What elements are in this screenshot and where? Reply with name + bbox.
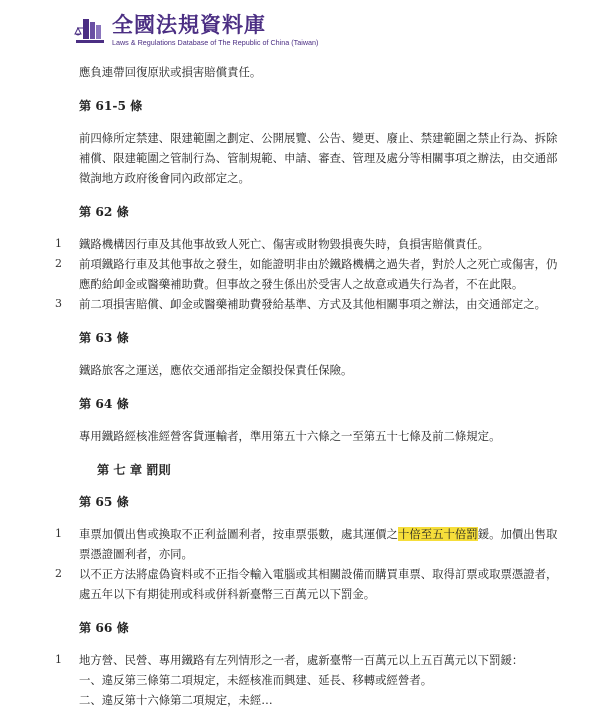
- paragraph-line: 票憑證圖利者，亦同。: [79, 547, 193, 561]
- paragraph-line: 徵詢地方政府後會同內政部定之。: [79, 171, 250, 185]
- law-scales-logo-icon: [74, 17, 108, 45]
- paragraph-number: 1: [55, 653, 62, 666]
- paragraph-number: 1: [55, 237, 62, 250]
- article-heading-61-5[interactable]: 第 61-5 條: [79, 99, 143, 113]
- paragraph-line: 二、違反第十六條第二項規定，未經…: [79, 693, 273, 707]
- paragraph-line: [0, 234, 539, 254]
- paragraph-text: 前項鐵路行車及其他事故之發生，如能證明非由於鐵路機構之過失者，對於人之死亡或傷害，仍: [79, 257, 558, 271]
- paragraph-line: 應負連帶回復原狀或損害賠償責任。: [79, 65, 262, 79]
- paragraph-line: 鐵路旅客之運送，應依交通部指定金額投保責任保險。: [79, 363, 353, 377]
- paragraph-text: 地方營、民營、專用鐵路有左列情形之一者，處新臺幣一百萬元以上五百萬元以下罰鍰：: [79, 653, 524, 667]
- paragraph-line: [0, 650, 539, 670]
- article-heading-62[interactable]: 第 62 條: [79, 205, 129, 219]
- paragraph-line: [0, 254, 558, 274]
- article-heading-64[interactable]: 第 64 條: [79, 397, 129, 411]
- paragraph-number: 3: [55, 297, 62, 310]
- paragraph-line: 應酌給卹金或醫藥補助費。但事故之發生係出於受害人之故意或過失行為者，不在此限。: [79, 277, 524, 291]
- search-highlight: 十倍至五十倍罰: [397, 527, 478, 541]
- paragraph-line: 補償、限建範圍之管制行為、管制規範、申請、審查、管理及處分等相關事項之辦法，由交通部: [79, 151, 558, 165]
- site-title[interactable]: 全國法規資料庫: [112, 13, 266, 38]
- paragraph-line: 前四條所定禁建、限建範圍之劃定、公開展覽、公告、變更、廢止、禁建範圍之禁止行為、拆除: [79, 131, 558, 145]
- paragraph-line: [0, 524, 558, 544]
- paragraph-number: 2: [55, 567, 62, 580]
- paragraph-number: 2: [55, 257, 62, 270]
- paragraph-line: 一、違反第三條第二項規定，未經核准而興建、延長、移轉或經營者。: [79, 673, 433, 687]
- site-header: [74, 14, 318, 48]
- paragraph-text: 鍰。加價出售取: [477, 527, 558, 541]
- article-heading-66[interactable]: 第 66 條: [79, 621, 129, 635]
- law-content: [0, 62, 600, 710]
- chapter-heading: 第 七 章 罰則: [97, 463, 171, 477]
- paragraph-line: [0, 564, 558, 584]
- paragraph-text: 車票加價出售或換取不正利益圖利者，按車票張數，處其運價之: [79, 527, 398, 541]
- paragraph-number: 1: [55, 527, 62, 540]
- paragraph-line: 專用鐵路經核准經營客貨運輸者，準用第五十六條之一至第五十七條及前二條規定。: [79, 429, 501, 443]
- paragraph-text: 前二項損害賠償、卹金或醫藥補助費發給基準、方式及其他相關事項之辦法，由交通部定之。: [79, 297, 547, 311]
- paragraph-line: 處五年以下有期徒刑或科或併科新臺幣三百萬元以下罰金。: [79, 587, 376, 601]
- site-subtitle: Laws & Regulations Database of The Republic of China (Taiwan): [112, 38, 319, 48]
- paragraph-text: 以不正方法將虛偽資料或不正指令輸入電腦或其相關設備而購買車票、取得訂票或取票憑證者，: [79, 567, 558, 581]
- paragraph-text: 鐵路機構因行車及其他事故致人死亡、傷害或財物毀損喪失時，負損害賠償責任。: [79, 237, 490, 251]
- article-heading-65[interactable]: 第 65 條: [79, 495, 129, 509]
- article-heading-63[interactable]: 第 63 條: [79, 331, 129, 345]
- paragraph-line: [0, 294, 547, 314]
